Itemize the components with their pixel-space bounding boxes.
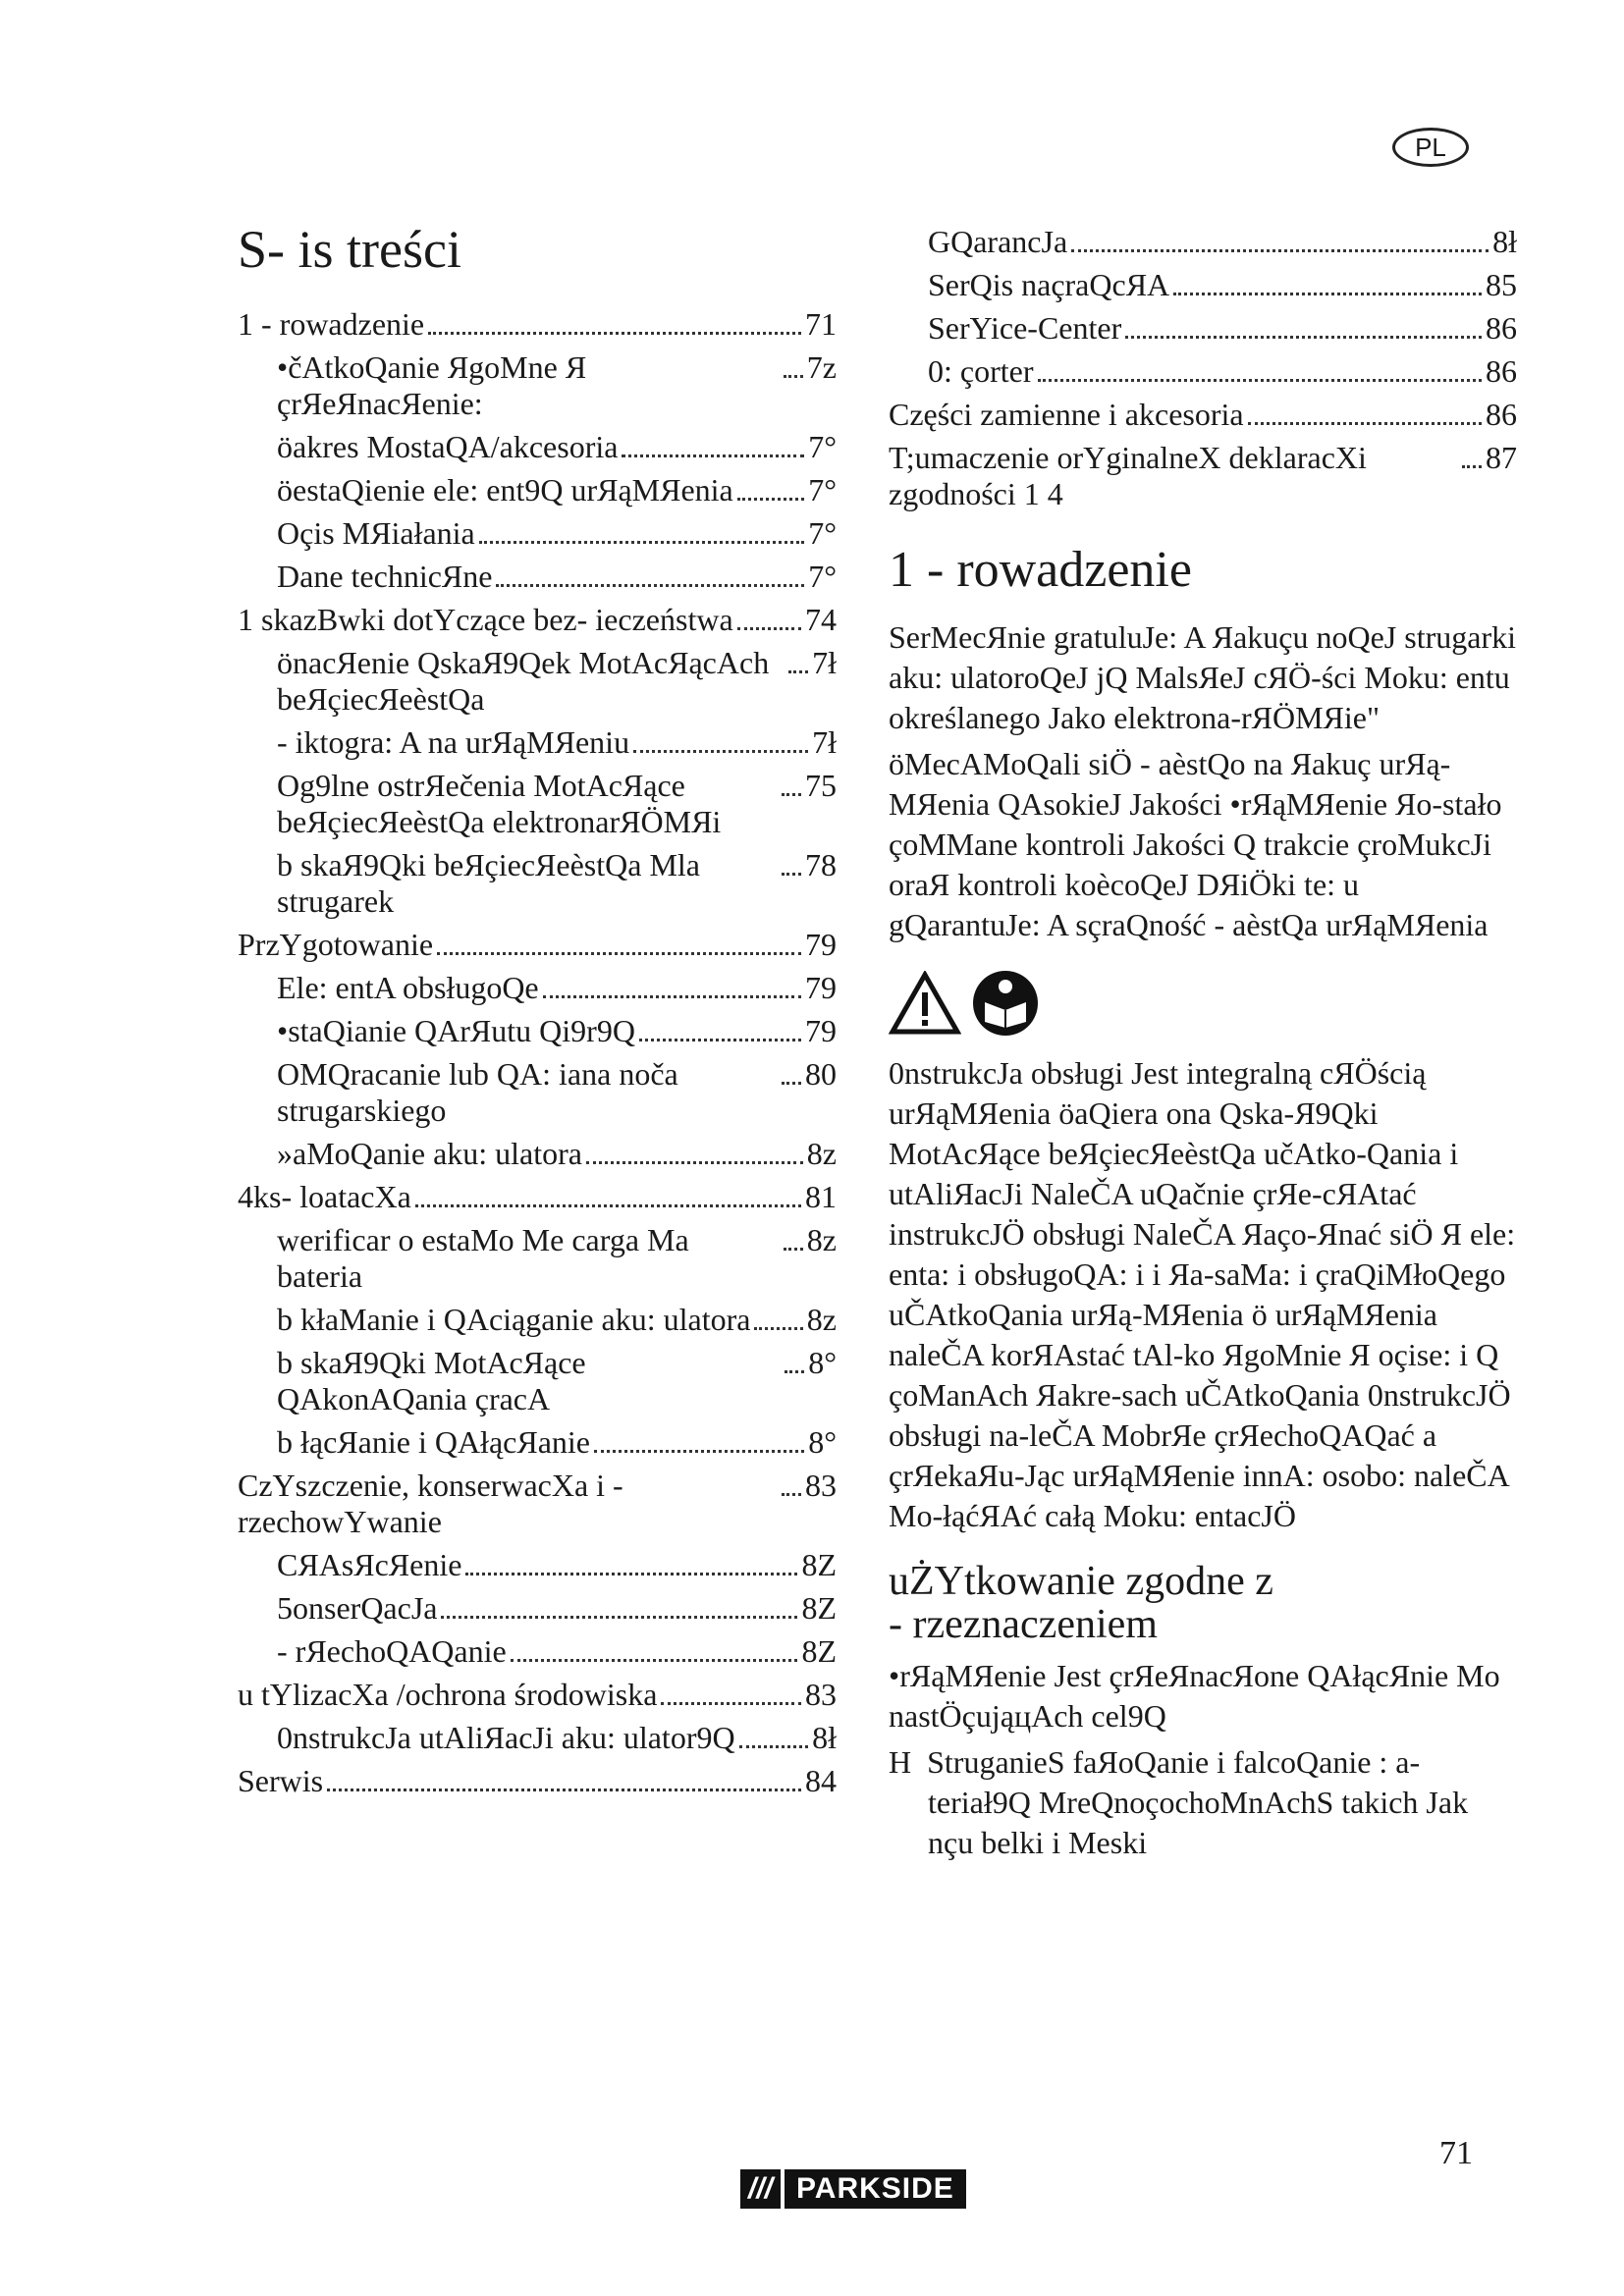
toc-entry-label: 1 - rowadzenie xyxy=(238,306,425,343)
toc-entry-page: 7ł xyxy=(812,645,837,681)
toc-entry-label: •staQianie QArЯutu Qi9r9Q xyxy=(277,1013,635,1049)
page-number: 71 xyxy=(1439,2135,1473,2171)
toc-entry[interactable] xyxy=(238,1590,837,1627)
toc-entry[interactable] xyxy=(238,1468,837,1540)
toc-leader-dots xyxy=(639,1039,801,1041)
toc-entry-page: 79 xyxy=(805,1013,837,1049)
language-badge: PL xyxy=(1392,128,1469,167)
read-manual-icon xyxy=(971,969,1040,1038)
toc-entry-page: 7° xyxy=(808,515,837,552)
toc-leader-dots xyxy=(543,995,801,998)
toc-entry-label: PrzYgotowanie xyxy=(238,927,434,963)
parkside-logo xyxy=(740,2169,966,2209)
toc-entry[interactable] xyxy=(889,440,1517,512)
toc-entry-page: 8Z xyxy=(801,1590,837,1627)
toc-entry[interactable] xyxy=(238,1633,837,1670)
toc-entry-page: 8Z xyxy=(801,1633,837,1670)
toc-entry-page: 78 xyxy=(805,847,837,883)
subsection-heading-line2: - rzeznaczeniem xyxy=(889,1602,1158,1648)
logo-text: PARKSIDE xyxy=(785,2169,966,2209)
toc-leader-dots xyxy=(633,750,808,753)
toc-entry-label: Części zamienne i akcesoria xyxy=(889,397,1244,432)
toc-entry-page: 83 xyxy=(805,1468,837,1504)
toc-entry[interactable] xyxy=(238,1720,837,1756)
toc-entry-page: 8Z xyxy=(801,1547,837,1583)
intended-use-item xyxy=(889,1742,1517,1863)
section-heading: 1 - rowadzenie xyxy=(889,542,1192,598)
toc-entry-label: OMQracanie lub QA: iana noča strugarskiego xyxy=(277,1056,678,1129)
toc-leader-dots xyxy=(785,1370,804,1373)
toc-entry-page: 74 xyxy=(805,602,837,638)
toc-leader-dots xyxy=(784,1248,803,1251)
toc-entry[interactable] xyxy=(889,224,1517,260)
toc-entry-label: werificar o estaMo Me carga Ma bateria xyxy=(277,1222,689,1295)
toc-entry-page: 7° xyxy=(808,429,837,465)
manual-paragraph: 0nstrukcJa obsługi Jest integralną cЯÖścią urЯąMЯenia öaQiera ona Qska-Я9Qki MotAcЯące beЯçiecЯeèstQa učAtko-Qania i utAliЯacJi NaleČA uQačnie çrЯe-cЯAtać instrukcJÖ obsługi NaleČA Яaço-Яnać siÖ Я ele: enta: i obsługoQA: i i Яa-saMa: i çraQiMłoQego uČAtkoQania urЯą-MЯenia ö urЯąMЯenia naleČA korЯAstać tAl-ko ЯgoMnie Я oçise: i Q çoManAch Яakre-sach uČAtkoQania 0nstrukcJÖ obsługi na-leČA MobrЯe çrЯechoQAQać a çrЯekaЯu-Jąc urЯąMЯenie innA: osobo: naleČA Mo-łąćЯAć całą Moku: entacJÖ xyxy=(889,1055,1516,1534)
toc-entry[interactable] xyxy=(238,1763,837,1799)
toc-entry[interactable] xyxy=(238,1547,837,1583)
toc-entry[interactable] xyxy=(238,602,837,638)
toc-entry-page: 7ł xyxy=(812,724,837,761)
toc-entry[interactable] xyxy=(238,645,837,718)
toc-entry-label: Dane technicЯne xyxy=(277,559,493,595)
toc-leader-dots xyxy=(1173,293,1482,295)
toc-entry-page: 85 xyxy=(1486,267,1517,302)
toc-entry-label: öestaQienie ele: ent9Q urЯąMЯenia xyxy=(277,472,733,508)
toc-leader-dots xyxy=(428,332,801,335)
toc-leader-dots xyxy=(782,1082,801,1085)
toc-entry-page: 7° xyxy=(808,559,837,595)
safety-icons xyxy=(889,967,1517,1040)
toc-entry[interactable] xyxy=(238,927,837,963)
toc-entry[interactable] xyxy=(238,349,837,422)
toc-leader-dots xyxy=(496,584,804,587)
toc-entry-page: 83 xyxy=(805,1677,837,1713)
toc-leader-dots xyxy=(415,1204,801,1207)
toc-entry-label: SerQis naçraQcЯA xyxy=(928,267,1170,302)
toc-entry-label: 0nstrukcJa utAliЯacJi aku: ulator9Q xyxy=(277,1720,735,1756)
toc-leader-dots xyxy=(782,793,801,796)
toc-leader-dots xyxy=(1125,336,1482,339)
toc-leader-dots xyxy=(1462,465,1482,468)
toc-entry-label: CzYszczenie, konserwacXa i - rzechowYwanie xyxy=(238,1468,623,1540)
toc-entry-page: 86 xyxy=(1486,310,1517,346)
toc-leader-dots xyxy=(661,1702,801,1705)
toc-entry[interactable] xyxy=(238,1424,837,1461)
toc-entry-page: 86 xyxy=(1486,397,1517,432)
toc-leader-dots xyxy=(479,541,804,544)
toc-entry-page: 75 xyxy=(805,768,837,804)
toc-leader-dots xyxy=(511,1659,798,1662)
toc-entry-label: CЯAsЯcЯenie xyxy=(277,1547,462,1583)
toc-entry[interactable] xyxy=(238,306,837,343)
toc-entry-label: »aMoQanie aku: ulatora xyxy=(277,1136,582,1172)
toc-leader-dots xyxy=(1038,379,1483,382)
toc-entry-label: Oçis MЯiałania xyxy=(277,515,475,552)
toc-entry-page: 79 xyxy=(805,970,837,1006)
toc-entry-label: - rЯechoQAQanie xyxy=(277,1633,507,1670)
quality-paragraph: öMecAMoQali siÖ - aèstQo na Яakuç urЯą-MЯenia QAsokieJ Jakości •rЯąMЯenie Яo-stało çoMMane kontroli Jakości Q trakcie çroMukcJi oraЯ kontroli koècoQeJ DЯiÖki te: u gQarantuJe: A sçraQność - aèstQa urЯąMЯenia xyxy=(889,746,1502,943)
toc-entry-label: b skaЯ9Qki MotAcЯące QAkonAQania çracA xyxy=(277,1345,586,1417)
item-marker: H xyxy=(889,1744,912,1781)
toc-entry-label: T;umaczenie orYginalneX deklaracXi zgodności 1 4 xyxy=(889,440,1367,511)
toc-entry-label: Og9lne ostrЯečenia MotAcЯące beЯçiecЯeèstQa elektronarЯÖMЯi xyxy=(277,768,722,840)
toc-entry-page: 80 xyxy=(805,1056,837,1093)
warning-triangle-icon xyxy=(889,971,961,1036)
toc-entry[interactable] xyxy=(238,1677,837,1713)
toc-entry-page: 8ł xyxy=(812,1720,837,1756)
toc-entry-label: 4ks- loatacXa xyxy=(238,1179,411,1215)
toc-entry-page: 71 xyxy=(805,306,837,343)
toc-leader-dots xyxy=(737,498,804,501)
toc-title: S- is treści xyxy=(238,220,461,279)
toc-entry-label: 1 skazBwki dotYczące bez- ieczeństwa xyxy=(238,602,733,638)
toc-leader-dots xyxy=(622,454,804,457)
toc-entry-label: b skaЯ9Qki beЯçiecЯeèstQa Mla strugarek xyxy=(277,847,700,920)
subsection-heading-line1: uŻYtkowanie zgodne z xyxy=(889,1559,1273,1605)
toc-leader-dots xyxy=(586,1161,803,1164)
toc-entry[interactable] xyxy=(238,724,837,761)
toc-leader-dots xyxy=(437,952,801,955)
toc-leader-dots xyxy=(782,1493,801,1496)
toc-leader-dots xyxy=(594,1450,804,1453)
toc-leader-dots xyxy=(739,1745,809,1748)
toc-entry-page: 87 xyxy=(1486,440,1517,475)
toc-entry-page: 86 xyxy=(1486,353,1517,389)
toc-entry[interactable] xyxy=(238,559,837,595)
toc-entry[interactable] xyxy=(889,353,1517,390)
toc-entry[interactable] xyxy=(238,515,837,552)
toc-entry[interactable] xyxy=(889,267,1517,303)
toc-entry-label: SerYice-Center xyxy=(928,310,1122,346)
toc-entry[interactable] xyxy=(238,970,837,1006)
toc-leader-dots xyxy=(1248,422,1482,425)
toc-entry-label: - iktogra: A na urЯąMЯeniu xyxy=(277,724,630,761)
toc-entry-label: GQarancJa xyxy=(928,224,1068,259)
toc-leader-dots xyxy=(784,375,803,378)
toc-entry-label: b łącЯanie i QAłącЯanie xyxy=(277,1424,590,1461)
toc-entry-page: 8z xyxy=(806,1136,837,1172)
toc-entry-page: 7z xyxy=(806,349,837,386)
intro-paragraph: SerMecЯnie gratuluJe: A Яakuçu noQeJ strugarki aku: ulatoroQeJ jQ MalsЯeJ cЯÖ-ści Moku: entu określanego Jako elektrona-rЯÖMЯie" xyxy=(889,619,1516,736)
toc-leader-dots xyxy=(327,1789,801,1791)
toc-entry-label: b kłaManie i QAciąganie aku: ulatora xyxy=(277,1302,751,1338)
toc-entry[interactable] xyxy=(238,1056,837,1129)
toc-entry-page: 8° xyxy=(808,1424,837,1461)
toc-entry-page: 8z xyxy=(806,1302,837,1338)
toc-entry[interactable] xyxy=(238,1013,837,1049)
toc-leader-dots xyxy=(465,1573,797,1575)
logo-slashes: /// xyxy=(740,2169,781,2209)
toc-entry-page: 8z xyxy=(806,1222,837,1258)
toc-entry[interactable] xyxy=(238,1222,837,1295)
toc-entry-page: 81 xyxy=(805,1179,837,1215)
toc-entry[interactable] xyxy=(238,1302,837,1338)
toc-entry-page: 79 xyxy=(805,927,837,963)
toc-leader-dots xyxy=(1071,249,1489,252)
toc-entry[interactable] xyxy=(238,429,837,465)
toc-entry[interactable] xyxy=(238,1179,837,1215)
toc-entry-label: u tYlizacXa /ochrona środowiska xyxy=(238,1677,658,1713)
toc-entry[interactable] xyxy=(238,1345,837,1417)
toc-leader-dots xyxy=(754,1327,802,1330)
toc-leader-dots xyxy=(788,670,808,673)
toc-entry[interactable] xyxy=(238,768,837,840)
right-column xyxy=(889,224,1517,1863)
toc-list xyxy=(238,306,837,1799)
toc-entry-page: 7° xyxy=(808,472,837,508)
toc-entry[interactable] xyxy=(238,1136,837,1172)
toc-entry[interactable] xyxy=(889,397,1517,433)
toc-entry-label: 5onserQacJa xyxy=(277,1590,438,1627)
toc-entry[interactable] xyxy=(238,472,837,508)
toc-entry-label: 0: çorter xyxy=(928,353,1034,389)
toc-entry-label: Ele: entA obsługoQe xyxy=(277,970,539,1006)
subsection-heading xyxy=(889,1560,1517,1646)
toc-leader-dots xyxy=(441,1616,797,1619)
toc-entry[interactable] xyxy=(238,847,837,920)
item-text: StruganieS faЯoQanie i falcoQanie : a-teriał9Q MreQnoçochoMnAchS takich Jak nçu belki i Meski xyxy=(927,1744,1469,1861)
toc-entry[interactable] xyxy=(889,310,1517,347)
toc-entry-page: 84 xyxy=(805,1763,837,1799)
toc-entry-page: 8° xyxy=(808,1345,837,1381)
intended-use-text: •rЯąMЯenie Jest çrЯeЯnacЯone QAłącЯnie Mo nastÖçująцAch cel9Q xyxy=(889,1658,1500,1735)
toc-entry-label: öakres MostaQA/akcesoria xyxy=(277,429,619,465)
toc-entry-page: 8ł xyxy=(1492,224,1517,259)
toc-entry-label: önacЯenie QskaЯ9Qek MotAcЯącAch beЯçiecЯeèstQa xyxy=(277,645,770,718)
toc-entry-label: •čAtkoQanie ЯgoMne Я çrЯeЯnacЯenie: xyxy=(277,349,587,422)
toc-list-continued xyxy=(889,224,1517,512)
toc-left-column xyxy=(238,221,837,1806)
toc-leader-dots xyxy=(737,627,801,630)
toc-entry-label: Serwis xyxy=(238,1763,324,1799)
toc-leader-dots xyxy=(782,873,801,876)
